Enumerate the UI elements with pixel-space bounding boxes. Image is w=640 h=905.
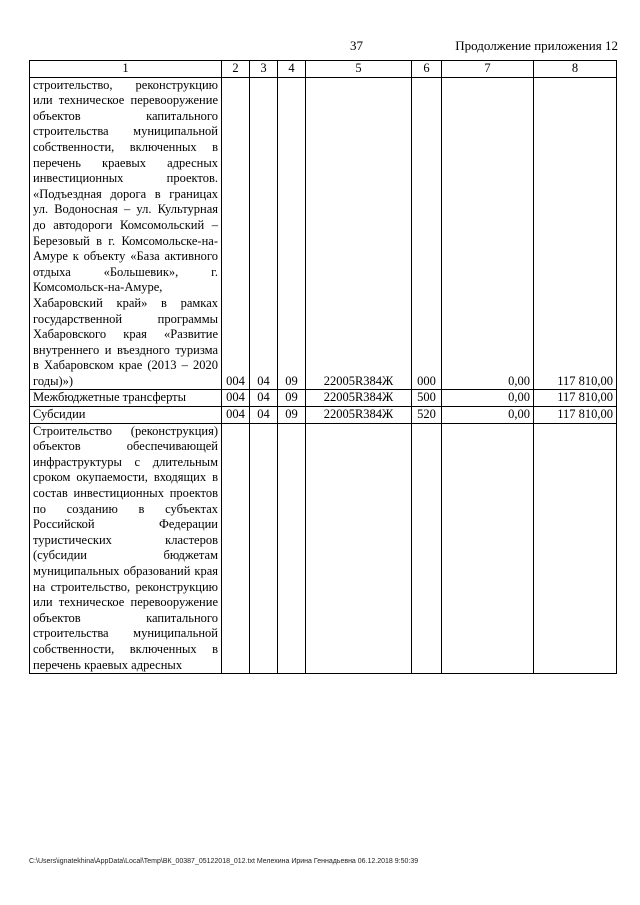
table-row (30, 423, 617, 674)
column-header: 7 (442, 61, 534, 78)
cell-expense-type: 500 (412, 390, 442, 407)
cell-amount-a (442, 423, 534, 674)
cell-subsection: 09 (278, 77, 306, 390)
cell-amount-b (534, 423, 617, 674)
budget-table (29, 60, 617, 674)
appendix-note: Продолжение приложения 12 (455, 38, 618, 53)
column-header: 3 (250, 61, 278, 78)
page-number: 37 (350, 38, 363, 53)
cell-expense-type: 000 (412, 77, 442, 390)
cell-amount-b: 117 810,00 (534, 390, 617, 407)
column-header: 1 (30, 61, 222, 78)
cell-amount-a: 0,00 (442, 390, 534, 407)
column-header: 2 (222, 61, 250, 78)
column-header-row (30, 61, 617, 78)
cell-section: 04 (250, 390, 278, 407)
column-header: 6 (412, 61, 442, 78)
row-description: Субсидии (30, 407, 222, 424)
file-path-footer: C:\Users\ignatekhina\AppData\Local\Temp\ВК_00387_05122018_012.txt Мелехина Ирина Геннадьевна 06.12.2018 9:50:39 (29, 858, 419, 865)
column-header: 5 (306, 61, 412, 78)
cell-amount-a: 0,00 (442, 407, 534, 424)
table-row (30, 407, 617, 424)
cell-subsection (278, 423, 306, 674)
cell-amount-a: 0,00 (442, 77, 534, 390)
cell-section: 04 (250, 407, 278, 424)
row-description: Межбюджетные трансферты (30, 390, 222, 407)
cell-amount-b: 117 810,00 (534, 407, 617, 424)
cell-target-article: 22005R384Ж (306, 390, 412, 407)
table-row (30, 77, 617, 390)
cell-expense-type: 520 (412, 407, 442, 424)
cell-ministry-code: 004 (222, 390, 250, 407)
column-header: 8 (534, 61, 617, 78)
cell-target-article (306, 423, 412, 674)
cell-expense-type (412, 423, 442, 674)
cell-ministry-code (222, 423, 250, 674)
cell-subsection: 09 (278, 390, 306, 407)
cell-target-article: 22005R384Ж (306, 407, 412, 424)
row-description: Строительство (реконструкция) объектов обеспечивающей инфраструктуры с длительным сроком окупаемости, входящих в состав инвестиционных проектов по созданию в субъектах Российской Федерации туристических кластеров (субсидии бюджетам муниципальных образований края на строительство, реконструкцию или техническое перевооружение объектов капитального строительства муниципальной собственности, включенных в перечень краевых адресных (30, 423, 222, 674)
row-description: строительство, реконструкцию или техническое перевооружение объектов капитального строительства муниципальной собственности, включенных в перечень краевых адресных инвестиционных проектов. «Подъездная дорога в границах ул. Водоносная – ул. Культурная до автодороги Комсомольский – Березовый в г. Комсомольске-на-Амуре к объекту «База активного отдыха «Большевик», г. Комсомольск-на-Амуре, Хабаровский край» в рамках государственной программы Хабаровского края «Развитие внутреннего и въездного туризма в Хабаровском крае (2013 – 2020 годы)») (30, 77, 222, 390)
cell-section (250, 423, 278, 674)
cell-ministry-code: 004 (222, 407, 250, 424)
cell-section: 04 (250, 77, 278, 390)
cell-amount-b: 117 810,00 (534, 77, 617, 390)
cell-ministry-code: 004 (222, 77, 250, 390)
column-header: 4 (278, 61, 306, 78)
cell-target-article: 22005R384Ж (306, 77, 412, 390)
cell-subsection: 09 (278, 407, 306, 424)
table-row (30, 390, 617, 407)
